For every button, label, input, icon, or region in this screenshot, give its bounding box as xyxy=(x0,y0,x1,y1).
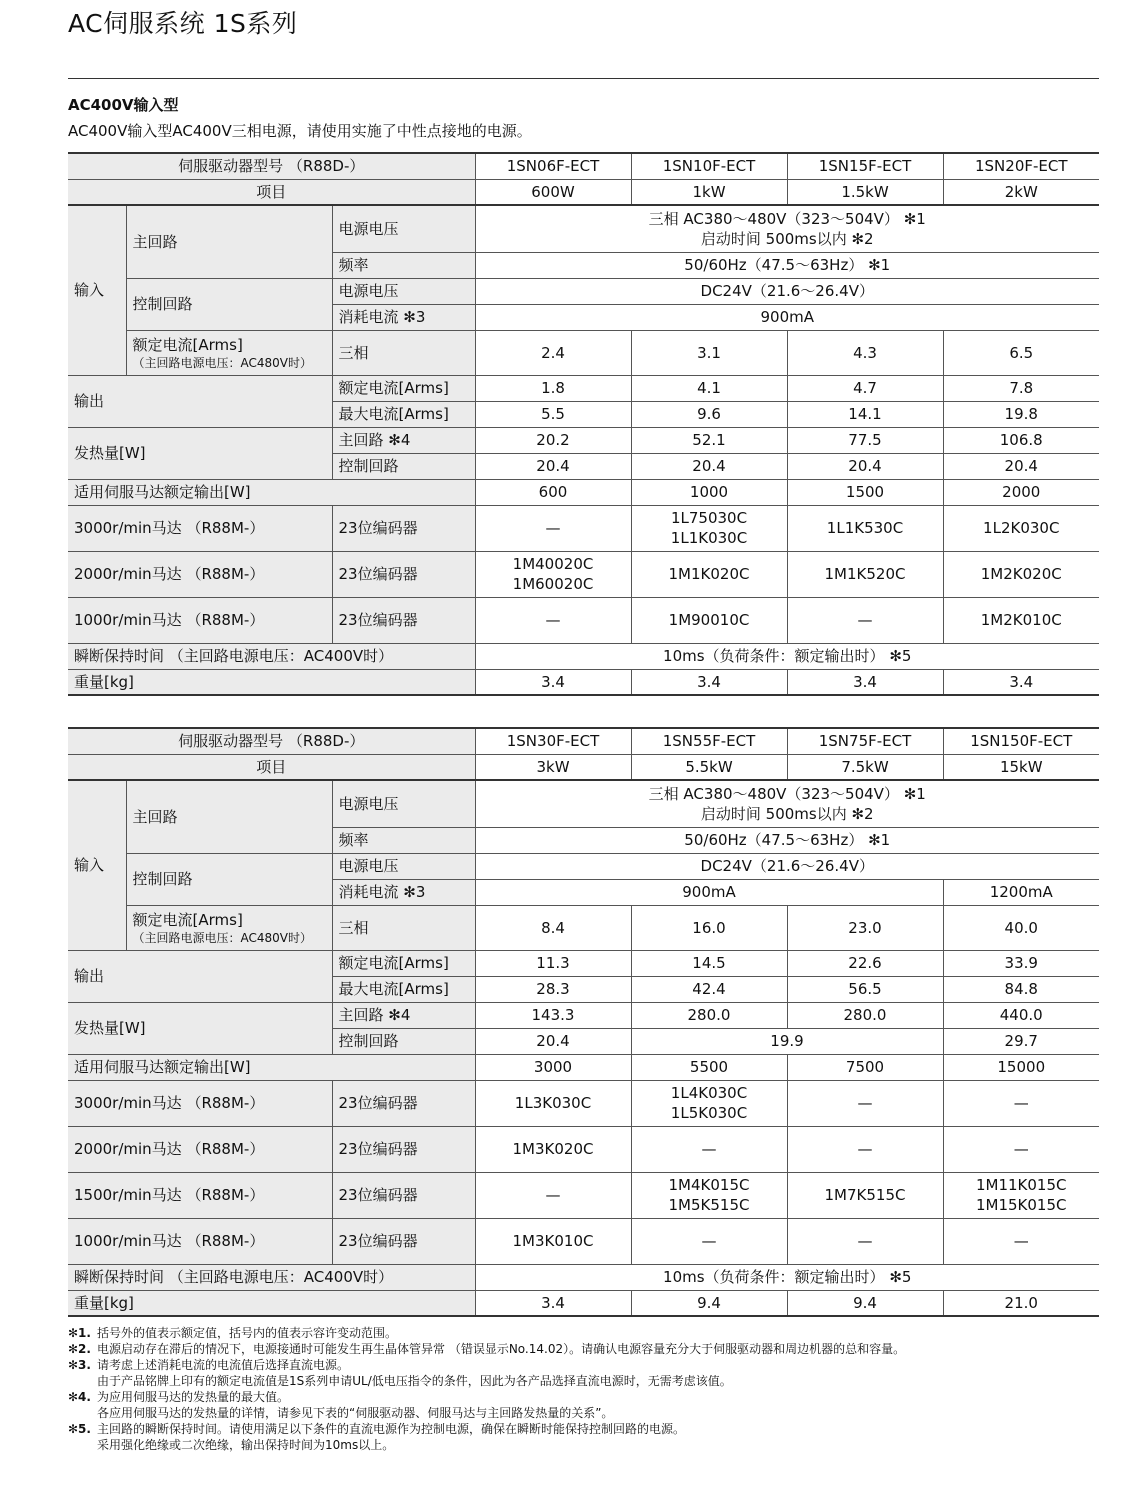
heat-control-cell: 20.4 xyxy=(787,453,943,479)
motor-cell xyxy=(475,597,631,643)
weight-cell: 3.4 xyxy=(631,669,787,695)
rated-current-cell: 6.5 xyxy=(943,330,1099,375)
encoder-label: 23位编码器 xyxy=(332,1080,475,1126)
model-cell: 1SN06F-ECT xyxy=(475,153,631,179)
motor-output-cell: 600 xyxy=(475,479,631,505)
table-row xyxy=(68,1080,1099,1126)
motor-model: 1L5K030C xyxy=(670,1104,748,1122)
motor-cell xyxy=(943,1172,1099,1218)
footnote-text: 括号外的值表示额定值，括号内的值表示容许变动范围。 xyxy=(97,1326,398,1340)
model-cell: 1SN150F-ECT xyxy=(943,728,1099,754)
motor-output-cell: 1500 xyxy=(787,479,943,505)
voltage-value xyxy=(475,205,1099,252)
power-cell: 2kW xyxy=(943,179,1099,205)
out-rated-cell: 1.8 xyxy=(475,375,631,401)
max-current-cell: 5.5 xyxy=(475,401,631,427)
footnote-mark: ✻5. xyxy=(68,1422,91,1436)
drive-model-label: 伺服驱动器型号 （R88D-） xyxy=(68,728,475,754)
motor-model: — xyxy=(701,1140,717,1158)
motor-model: — xyxy=(1013,1094,1029,1112)
drive-model-label: 伺服驱动器型号 （R88D-） xyxy=(68,153,475,179)
footnote-mark: ✻1. xyxy=(68,1326,91,1340)
startup-line: 启动时间 500ms以内 ✻2 xyxy=(700,804,874,823)
footnote-continuation: 采用强化绝缘或二次绝缘，输出保持时间为10ms以上。 xyxy=(97,1438,395,1452)
footnote-mark: ✻3. xyxy=(68,1358,91,1372)
motor-cell xyxy=(943,551,1099,597)
control-voltage-value: DC24V（21.6～26.4V） xyxy=(475,278,1099,304)
table-row xyxy=(68,780,1099,827)
input-label: 输入 xyxy=(68,205,126,375)
footnote-continuation: 各应用伺服马达的发热量的详情，请参见下表的“伺服驱动器、伺服马达与主回路发热量的关系”。 xyxy=(97,1406,614,1420)
weight-cell: 9.4 xyxy=(787,1290,943,1316)
motor-model: — xyxy=(857,611,873,629)
motor-model: — xyxy=(857,1232,873,1250)
table-row xyxy=(68,950,1099,976)
motor-cell xyxy=(787,1218,943,1264)
max-current-cell: 14.1 xyxy=(787,401,943,427)
motor-cell xyxy=(631,551,787,597)
title-divider xyxy=(68,78,1099,79)
voltage-line: 三相 AC380～480V（323～504V） ✻1 xyxy=(648,209,926,228)
heat-main-cell: 440.0 xyxy=(943,1002,1099,1028)
motor-cell xyxy=(787,1126,943,1172)
motor-model: 1M40020C xyxy=(512,555,594,573)
motor-output-cell: 5500 xyxy=(631,1054,787,1080)
consumption-label: 消耗电流 ✻3 xyxy=(332,879,475,905)
max-current-label: 最大电流[Arms] xyxy=(332,976,475,1002)
footnote xyxy=(68,1325,1108,1341)
rated-current-label xyxy=(126,905,332,950)
heat-main-cell: 106.8 xyxy=(943,427,1099,453)
max-current-cell: 19.8 xyxy=(943,401,1099,427)
max-current-cell: 28.3 xyxy=(475,976,631,1002)
three-phase-label: 三相 xyxy=(332,905,475,950)
table-row xyxy=(68,643,1099,669)
motor-output-cell: 2000 xyxy=(943,479,1099,505)
motor-output-label: 适用伺服马达额定输出[W] xyxy=(68,1054,475,1080)
motor-cell xyxy=(475,551,631,597)
out-rated-cell: 14.5 xyxy=(631,950,787,976)
table-row xyxy=(68,597,1099,643)
motor-3000-label: 3000r/min马达 （R88M-） xyxy=(68,505,332,551)
power-cell: 1kW xyxy=(631,179,787,205)
motor-model: — xyxy=(701,1232,717,1250)
heat-main-cell: 280.0 xyxy=(787,1002,943,1028)
encoder-label: 23位编码器 xyxy=(332,505,475,551)
startup-line: 启动时间 500ms以内 ✻2 xyxy=(700,229,874,248)
weight-cell: 3.4 xyxy=(943,669,1099,695)
power-cell: 3kW xyxy=(475,754,631,780)
rated-current-cell: 40.0 xyxy=(943,905,1099,950)
motor-model: 1L2K030C xyxy=(983,519,1060,537)
model-cell: 1SN10F-ECT xyxy=(631,153,787,179)
footnote-text: 电源启动存在滞后的情况下，电源接通时可能发生再生晶体管异常 （错误显示No.14.02）。请确认电源容量充分大于伺服驱动器和周边机器的总和容量。 xyxy=(97,1342,906,1356)
weight-label: 重量[kg] xyxy=(68,669,475,695)
motor-cell xyxy=(787,1172,943,1218)
motor-model: — xyxy=(1013,1232,1029,1250)
motor-model: 1M3K010C xyxy=(512,1232,594,1250)
rated-current-cell: 8.4 xyxy=(475,905,631,950)
section-title: AC400V输入型 xyxy=(68,96,179,114)
max-current-cell: 42.4 xyxy=(631,976,787,1002)
hold-time-label: 瞬断保持时间 （主回路电源电压：AC400V时） xyxy=(68,643,475,669)
motor-cell xyxy=(475,1126,631,1172)
footnote-text: 主回路的瞬断保持时间。请使用满足以下条件的直流电源作为控制电源，确保在瞬断时能保持控制回路的电源。 xyxy=(97,1422,686,1436)
output-label: 输出 xyxy=(68,375,332,427)
power-cell: 600W xyxy=(475,179,631,205)
footnote-text: 为应用伺服马达的发热量的最大值。 xyxy=(97,1390,290,1404)
spec-table-2 xyxy=(68,727,1099,1317)
motor-model: 1M2K020C xyxy=(980,565,1062,583)
control-circuit-label: 控制回路 xyxy=(126,278,332,330)
motor-model: 1M1K520C xyxy=(824,565,906,583)
page-title: AC伺服系统 1S系列 xyxy=(68,9,298,38)
model-cell: 1SN75F-ECT xyxy=(787,728,943,754)
power-cell: 5.5kW xyxy=(631,754,787,780)
footnote xyxy=(68,1421,1108,1437)
max-current-label: 最大电流[Arms] xyxy=(332,401,475,427)
table-row xyxy=(68,179,1099,205)
rated-current-cell: 16.0 xyxy=(631,905,787,950)
input-label: 输入 xyxy=(68,780,126,950)
out-rated-cell: 4.1 xyxy=(631,375,787,401)
power-voltage-label: 电源电压 xyxy=(332,205,475,252)
motor-cell xyxy=(943,1126,1099,1172)
motor-cell xyxy=(787,505,943,551)
motor-cell xyxy=(631,1218,787,1264)
footnote xyxy=(68,1341,1108,1357)
consumption-value: 900mA xyxy=(475,879,943,905)
weight-cell: 3.4 xyxy=(787,669,943,695)
footnote-continuation: 由于产品铭牌上印有的额定电流值是1S系列申请UL/低电压指令的条件，因此为各产品选择直流电源时，无需考虑该值。 xyxy=(97,1374,732,1388)
motor-cell xyxy=(943,1080,1099,1126)
heat-label: 发热量[W] xyxy=(68,427,332,479)
motor-cell xyxy=(475,505,631,551)
motor-cell xyxy=(787,1080,943,1126)
table-row xyxy=(68,330,1099,375)
model-cell: 1SN30F-ECT xyxy=(475,728,631,754)
motor-cell xyxy=(631,597,787,643)
motor-model: — xyxy=(545,1186,561,1204)
footnote-mark: ✻2. xyxy=(68,1342,91,1356)
table-row xyxy=(68,728,1099,754)
consumption-value: 1200mA xyxy=(943,879,1099,905)
consumption-label: 消耗电流 ✻3 xyxy=(332,304,475,330)
motor-model: 1M3K020C xyxy=(512,1140,594,1158)
motor-model: — xyxy=(545,611,561,629)
motor-model: 1L4K030C xyxy=(670,1084,748,1102)
out-rated-cell: 7.8 xyxy=(943,375,1099,401)
frequency-label: 频率 xyxy=(332,252,475,278)
footnote xyxy=(68,1389,1108,1405)
hold-time-label: 瞬断保持时间 （主回路电源电压：AC400V时） xyxy=(68,1264,475,1290)
weight-cell: 3.4 xyxy=(475,669,631,695)
motor-model: 1M11K015C xyxy=(975,1176,1067,1194)
consumption-value: 900mA xyxy=(475,304,1099,330)
heat-main-cell: 280.0 xyxy=(631,1002,787,1028)
encoder-label: 23位编码器 xyxy=(332,1172,475,1218)
max-current-cell: 84.8 xyxy=(943,976,1099,1002)
heat-label: 发热量[W] xyxy=(68,1002,332,1054)
encoder-label: 23位编码器 xyxy=(332,1218,475,1264)
heat-control-cell: 20.4 xyxy=(475,453,631,479)
motor-1000-label: 1000r/min马达 （R88M-） xyxy=(68,597,332,643)
power-cell: 15kW xyxy=(943,754,1099,780)
motor-cell xyxy=(475,1218,631,1264)
motor-model: 1M4K015C xyxy=(668,1176,750,1194)
hold-time-value: 10ms（负荷条件：额定输出时） ✻5 xyxy=(475,643,1099,669)
table-row xyxy=(68,1290,1099,1316)
motor-cell xyxy=(787,551,943,597)
power-voltage-label: 电源电压 xyxy=(332,780,475,827)
rated-current-note: （主回路电源电压：AC480V时） xyxy=(132,930,312,945)
rated-current-text: 额定电流[Arms] xyxy=(132,335,243,354)
model-cell: 1SN15F-ECT xyxy=(787,153,943,179)
table-row xyxy=(68,853,1099,879)
motor-model: 1M5K515C xyxy=(668,1196,750,1214)
voltage-line: 三相 AC380～480V（323～504V） ✻1 xyxy=(648,784,926,803)
hold-time-value: 10ms（负荷条件：额定输出时） ✻5 xyxy=(475,1264,1099,1290)
heat-main-cell: 52.1 xyxy=(631,427,787,453)
footnote-mark: ✻4. xyxy=(68,1390,91,1404)
heat-control-cell: 29.7 xyxy=(943,1028,1099,1054)
power-cell: 1.5kW xyxy=(787,179,943,205)
motor-output-cell: 1000 xyxy=(631,479,787,505)
model-cell: 1SN55F-ECT xyxy=(631,728,787,754)
motor-cell xyxy=(631,1080,787,1126)
rated-current-cell: 3.1 xyxy=(631,330,787,375)
motor-cell xyxy=(631,505,787,551)
footnote-text: 请考虑上述消耗电流的电流值后选择直流电源。 xyxy=(97,1358,350,1372)
control-circuit-label: 控制回路 xyxy=(126,853,332,905)
motor-model: — xyxy=(857,1094,873,1112)
weight-cell: 9.4 xyxy=(631,1290,787,1316)
motor-model: 1M2K010C xyxy=(980,611,1062,629)
table-row xyxy=(68,427,1099,453)
power-voltage-label: 电源电压 xyxy=(332,853,475,879)
weight-cell: 3.4 xyxy=(475,1290,631,1316)
frequency-label: 频率 xyxy=(332,827,475,853)
frequency-value: 50/60Hz（47.5～63Hz） ✻1 xyxy=(475,252,1099,278)
table-row xyxy=(68,551,1099,597)
motor-model: — xyxy=(857,1140,873,1158)
motor-cell xyxy=(943,1218,1099,1264)
out-rated-cell: 11.3 xyxy=(475,950,631,976)
rated-current-cell: 4.3 xyxy=(787,330,943,375)
heat-main-cell: 143.3 xyxy=(475,1002,631,1028)
motor-model: — xyxy=(545,519,561,537)
rated-current-text: 额定电流[Arms] xyxy=(132,910,243,929)
motor-model: 1M90010C xyxy=(668,611,750,629)
rated-current-cell: 23.0 xyxy=(787,905,943,950)
motor-model: 1M60020C xyxy=(512,575,594,593)
heat-control-label: 控制回路 xyxy=(332,1028,475,1054)
spec-table-1 xyxy=(68,152,1099,696)
table-row xyxy=(68,375,1099,401)
table-row xyxy=(68,1126,1099,1172)
motor-cell xyxy=(475,1080,631,1126)
heat-control-cell: 20.4 xyxy=(943,453,1099,479)
motor-cell xyxy=(787,597,943,643)
table-row xyxy=(68,1264,1099,1290)
table-row xyxy=(68,479,1099,505)
control-voltage-value: DC24V（21.6～26.4V） xyxy=(475,853,1099,879)
motor-model: 1M15K015C xyxy=(975,1196,1067,1214)
table-row xyxy=(68,153,1099,179)
out-rated-cell: 4.7 xyxy=(787,375,943,401)
motor-model: 1L3K030C xyxy=(514,1094,592,1112)
motor-cell xyxy=(943,597,1099,643)
item-label: 项目 xyxy=(68,754,475,780)
table-row xyxy=(68,1218,1099,1264)
motor-model: 1L75030C xyxy=(670,509,748,527)
heat-control-cell: 20.4 xyxy=(475,1028,631,1054)
table-row xyxy=(68,1172,1099,1218)
motor-cell xyxy=(631,1126,787,1172)
three-phase-label: 三相 xyxy=(332,330,475,375)
out-rated-label: 额定电流[Arms] xyxy=(332,375,475,401)
power-voltage-label: 电源电压 xyxy=(332,278,475,304)
motor-model: 1M7K515C xyxy=(824,1186,906,1204)
motor-output-cell: 15000 xyxy=(943,1054,1099,1080)
footnotes xyxy=(68,1325,1108,1453)
weight-cell: 21.0 xyxy=(943,1290,1099,1316)
motor-cell xyxy=(943,505,1099,551)
heat-main-cell: 20.2 xyxy=(475,427,631,453)
motor-model: 1L1K030C xyxy=(670,529,748,547)
heat-control-label: 控制回路 xyxy=(332,453,475,479)
motor-cell xyxy=(475,1172,631,1218)
model-cell: 1SN20F-ECT xyxy=(943,153,1099,179)
heat-main-cell: 77.5 xyxy=(787,427,943,453)
heat-main-label: 主回路 ✻4 xyxy=(332,1002,475,1028)
table-row xyxy=(68,754,1099,780)
rated-current-label xyxy=(126,330,332,375)
motor-3000-label: 3000r/min马达 （R88M-） xyxy=(68,1080,332,1126)
motor-output-cell: 7500 xyxy=(787,1054,943,1080)
section-description: AC400V输入型AC400V三相电源，请使用实施了中性点接地的电源。 xyxy=(68,122,532,140)
encoder-label: 23位编码器 xyxy=(332,551,475,597)
heat-control-cell: 19.9 xyxy=(631,1028,943,1054)
power-cell: 7.5kW xyxy=(787,754,943,780)
table-row xyxy=(68,669,1099,695)
out-rated-cell: 22.6 xyxy=(787,950,943,976)
weight-label: 重量[kg] xyxy=(68,1290,475,1316)
table-row xyxy=(68,905,1099,950)
encoder-label: 23位编码器 xyxy=(332,1126,475,1172)
item-label: 项目 xyxy=(68,179,475,205)
motor-output-cell: 3000 xyxy=(475,1054,631,1080)
motor-model: 1M1K020C xyxy=(668,565,750,583)
main-circuit-label: 主回路 xyxy=(126,780,332,853)
frequency-value: 50/60Hz（47.5～63Hz） ✻1 xyxy=(475,827,1099,853)
rated-current-cell: 2.4 xyxy=(475,330,631,375)
max-current-cell: 56.5 xyxy=(787,976,943,1002)
main-circuit-label: 主回路 xyxy=(126,205,332,278)
table-row xyxy=(68,278,1099,304)
motor-1000-label: 1000r/min马达 （R88M-） xyxy=(68,1218,332,1264)
heat-main-label: 主回路 ✻4 xyxy=(332,427,475,453)
voltage-value xyxy=(475,780,1099,827)
motor-2000-label: 2000r/min马达 （R88M-） xyxy=(68,551,332,597)
motor-2000-label: 2000r/min马达 （R88M-） xyxy=(68,1126,332,1172)
table-row xyxy=(68,1002,1099,1028)
motor-1500-label: 1500r/min马达 （R88M-） xyxy=(68,1172,332,1218)
table-row xyxy=(68,505,1099,551)
encoder-label: 23位编码器 xyxy=(332,597,475,643)
rated-current-note: （主回路电源电压：AC480V时） xyxy=(132,355,312,370)
output-label: 输出 xyxy=(68,950,332,1002)
motor-output-label: 适用伺服马达额定输出[W] xyxy=(68,479,475,505)
table-row xyxy=(68,205,1099,252)
out-rated-label: 额定电流[Arms] xyxy=(332,950,475,976)
out-rated-cell: 33.9 xyxy=(943,950,1099,976)
heat-control-cell: 20.4 xyxy=(631,453,787,479)
motor-cell xyxy=(631,1172,787,1218)
footnote xyxy=(68,1357,1108,1373)
max-current-cell: 9.6 xyxy=(631,401,787,427)
motor-model: 1L1K530C xyxy=(826,519,904,537)
motor-model: — xyxy=(1013,1140,1029,1158)
table-row xyxy=(68,1054,1099,1080)
